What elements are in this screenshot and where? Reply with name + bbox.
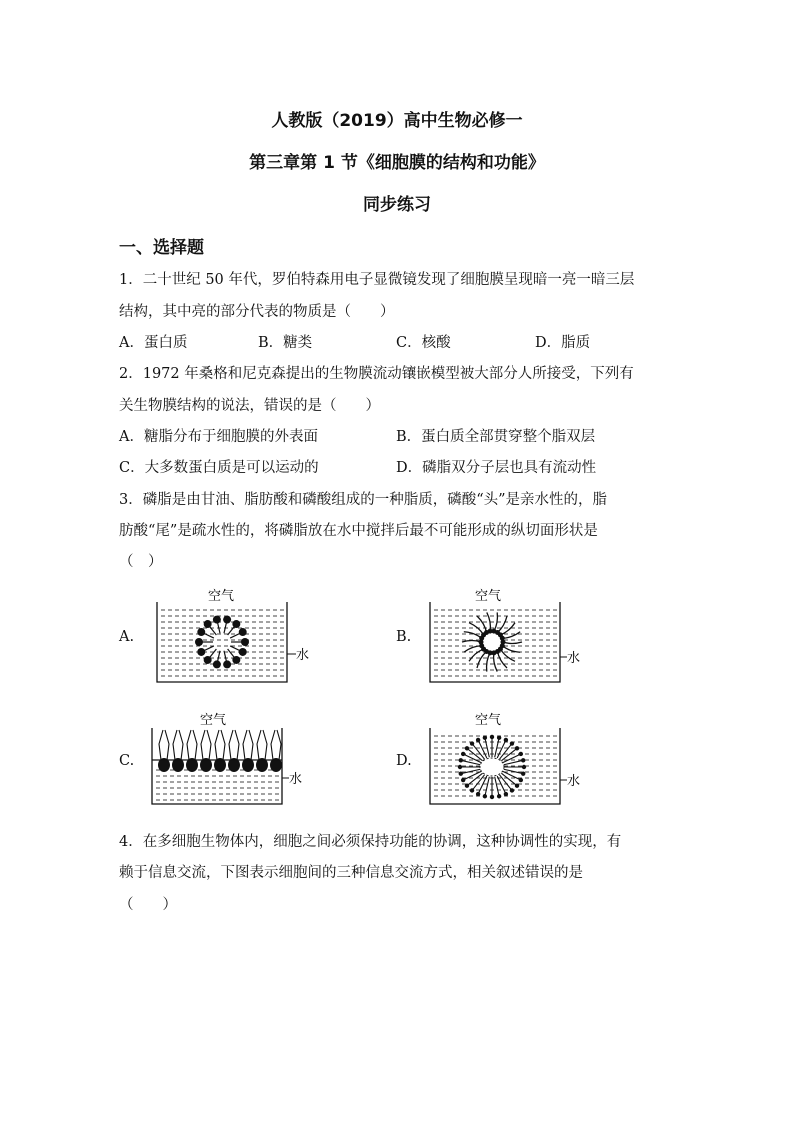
lipid-head <box>504 792 508 796</box>
lipid-head <box>500 636 505 641</box>
figure-a-air-label: 空气 <box>208 589 235 604</box>
q2-option-a: A．糖脂分布于细胞膜的外表面 <box>119 429 318 445</box>
figure-d-letter: D. <box>396 753 412 769</box>
lipid-head <box>465 784 469 788</box>
lipid-head <box>232 620 240 628</box>
lipid-tail <box>173 730 177 760</box>
lipid-head <box>483 794 487 798</box>
figure-c-air-label: 空气 <box>200 713 227 728</box>
lipid-tail <box>159 730 163 760</box>
figure-b-letter: B. <box>396 629 412 645</box>
lipid-head <box>490 735 494 739</box>
figure-b-micelle <box>462 612 522 671</box>
figure-c-monolayer <box>152 730 282 772</box>
figure-a-water-lines <box>161 610 284 676</box>
lipid-head <box>504 738 508 742</box>
lipid-head <box>519 778 523 782</box>
q4-line-3: （ ） <box>119 897 177 913</box>
lipid-tail <box>179 730 183 760</box>
title-line-2: 第三章第 1 节《细胞膜的结构和功能》 <box>249 153 545 173</box>
lipid-tail <box>249 730 253 760</box>
lipid-tail <box>263 730 267 760</box>
lipid-head <box>239 648 247 656</box>
lipid-head <box>213 660 221 668</box>
section-heading: 一、选择题 <box>119 238 204 258</box>
lipid-head <box>519 752 523 756</box>
lipid-tail <box>477 652 487 668</box>
lipid-tail <box>221 730 225 760</box>
lipid-tail <box>469 649 484 661</box>
q2-option-b: B．蛋白质全部贯穿整个脂双层 <box>396 429 596 445</box>
lipid-head <box>476 792 480 796</box>
figure-c-letter: C. <box>119 753 135 769</box>
figure-d-water-label: 水 <box>567 774 581 789</box>
figure-c-water-label: 水 <box>289 772 303 787</box>
figure-a-letter: A. <box>119 629 135 645</box>
lipid-tail <box>193 730 197 760</box>
q1-option-b: B．糖类 <box>258 335 313 351</box>
lipid-tail <box>462 641 481 642</box>
lipid-tail <box>235 730 239 760</box>
figure-d-micelle <box>458 735 526 799</box>
q1-option-c: C．核酸 <box>396 335 451 351</box>
figure-a-diagram <box>150 584 310 684</box>
lipid-head <box>204 656 212 664</box>
lipid-head <box>241 638 249 646</box>
lipid-tail <box>229 730 233 760</box>
lipid-head <box>459 771 463 775</box>
lipid-head <box>521 771 525 775</box>
lipid-tail <box>487 612 491 631</box>
lipid-tail <box>277 730 281 760</box>
q3-line-2: 肪酸“尾”是疏水性的，将磷脂放在水中搅拌后最不可能形成的纵切面形状是 <box>119 523 598 539</box>
lipid-head <box>458 765 462 769</box>
lipid-head <box>510 741 514 745</box>
figure-c-diagram <box>148 710 310 810</box>
lipid-head <box>515 784 519 788</box>
lipid-tail <box>487 653 491 672</box>
lipid-head <box>470 788 474 792</box>
lipid-head <box>521 758 525 762</box>
lipid-tail <box>243 730 247 760</box>
q2-option-d: D．磷脂双分子层也具有流动性 <box>396 460 597 476</box>
q2-line-2: 关生物膜结构的说法，错误的是（ ） <box>119 398 380 414</box>
lipid-tail <box>503 642 522 643</box>
figure-d-air-label: 空气 <box>475 713 502 728</box>
q4-line-1: 4．在多细胞生物体内，细胞之间必须保持功能的协调，这种协调性的实现，有 <box>119 834 622 850</box>
lipid-head <box>497 736 501 740</box>
lipid-tail <box>498 616 508 632</box>
lipid-head <box>459 758 463 762</box>
lipid-head <box>483 736 487 740</box>
lipid-head <box>497 794 501 798</box>
q1-line-1: 1．二十世纪 50 年代，罗伯特森用电子显微镜发现了细胞膜呈现暗一亮一暗三层 <box>119 272 635 288</box>
lipid-head <box>195 638 203 646</box>
q2-line-1: 2．1972 年桑格和尼克森提出的生物膜流动镶嵌模型被大部分人所接受，下列有 <box>119 366 634 382</box>
lipid-head <box>490 795 494 799</box>
lipid-head <box>476 738 480 742</box>
figure-b-water-label: 水 <box>567 651 581 666</box>
lipid-head <box>239 628 247 636</box>
lipid-tail <box>498 652 508 668</box>
lipid-head <box>522 765 526 769</box>
lipid-head <box>204 620 212 628</box>
title-line-1: 人教版（2019）高中生物必修一 <box>271 111 523 131</box>
lipid-tail <box>477 616 487 632</box>
lipid-head <box>465 746 469 750</box>
lipid-head <box>515 746 519 750</box>
lipid-tail <box>502 646 520 652</box>
figure-b-diagram <box>427 584 587 684</box>
lipid-tail <box>187 730 191 760</box>
lipid-head <box>510 788 514 792</box>
lipid-head <box>197 648 205 656</box>
lipid-tail <box>201 730 205 760</box>
lipid-head <box>223 660 231 668</box>
lipid-tail <box>257 730 261 760</box>
lipid-head <box>461 752 465 756</box>
figure-c-water-lines <box>156 770 279 800</box>
lipid-tail <box>271 730 275 760</box>
q3-line-1: 3．磷脂是由甘油、脂肪酸和磷酸组成的一种脂质，磷酸“头”是亲水性的，脂 <box>119 492 608 508</box>
lipid-head <box>213 616 221 624</box>
lipid-tail <box>165 730 169 760</box>
lipid-tail <box>500 623 515 635</box>
q1-option-a: A．蛋白质 <box>119 335 188 351</box>
lipid-tail <box>215 730 219 760</box>
q1-option-d: D．脂质 <box>535 335 591 351</box>
figure-a-water-label: 水 <box>296 648 310 663</box>
q1-line-2: 结构，其中亮的部分代表的物质是（ ） <box>119 304 395 320</box>
lipid-head <box>470 741 474 745</box>
lipid-head <box>461 778 465 782</box>
q3-line-3: （ ） <box>119 554 163 570</box>
lipid-head <box>197 628 205 636</box>
figure-b-air-label: 空气 <box>475 589 502 604</box>
lipid-tail <box>494 653 498 672</box>
lipid-head <box>232 656 240 664</box>
q4-line-2: 赖于信息交流，下图表示细胞间的三种信息交流方式，相关叙述错误的是 <box>119 865 583 881</box>
lipid-head <box>223 616 231 624</box>
title-line-3: 同步练习 <box>363 195 431 215</box>
lipid-tail <box>207 730 211 760</box>
figure-a-micelle <box>195 616 249 669</box>
figure-d-diagram <box>427 710 587 810</box>
q2-option-c: C．大多数蛋白质是可以运动的 <box>119 460 319 476</box>
lipid-tail <box>464 632 482 638</box>
lipid-tail <box>494 612 498 631</box>
